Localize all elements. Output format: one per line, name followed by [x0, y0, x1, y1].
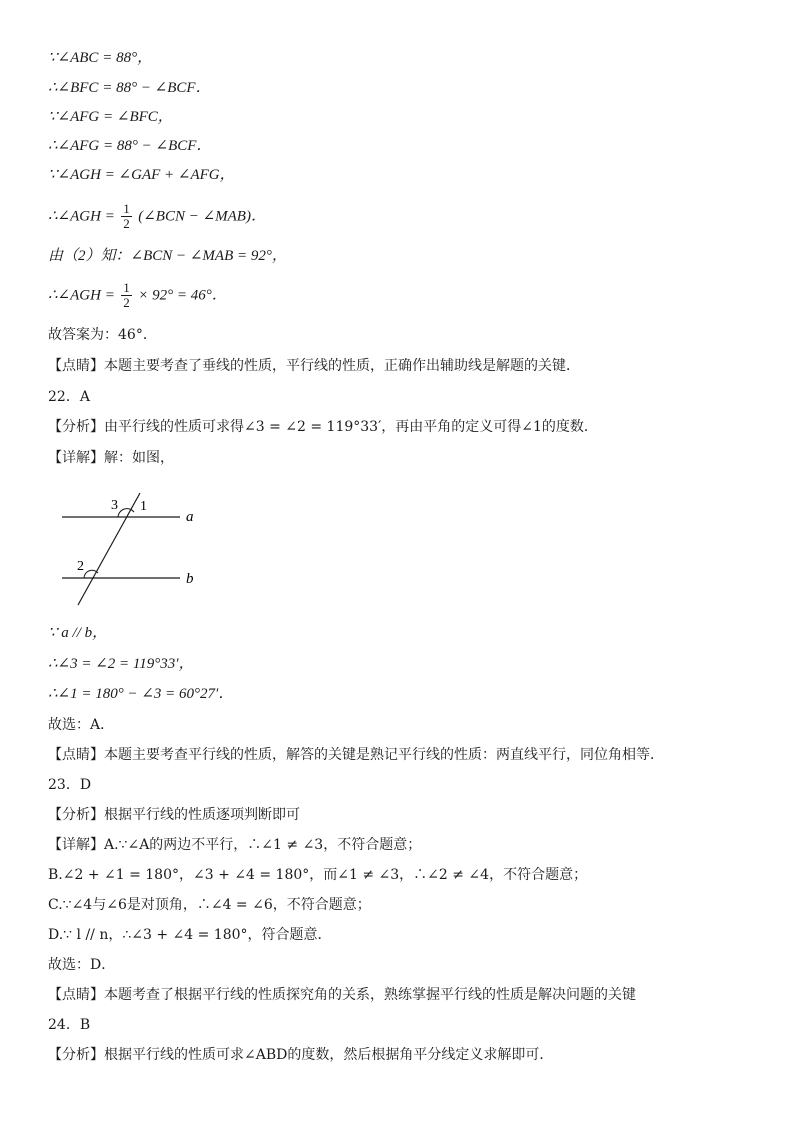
question-number: 24．B — [48, 1017, 91, 1033]
line-label-a: a — [186, 509, 194, 525]
analysis-line: 【分析】根据平行线的性质可求∠ABD的度数，然后根据角平分线定义求解即可． — [48, 1047, 554, 1063]
answer-line: 故答案为：46°． — [48, 327, 157, 343]
angle-arc-3 — [118, 509, 134, 517]
step-line: ∵∠AFG = ∠BFC， — [48, 109, 173, 125]
comment-line: 【点睛】本题考查了根据平行线的性质探究角的关系，熟练掌握平行线的性质是解决问题的关键 — [48, 987, 636, 1003]
angle-label-1: 1 — [140, 499, 147, 514]
comment-line: 【点睛】本题主要考查了垂线的性质，平行线的性质，正确作出辅助线是解题的关键． — [48, 358, 580, 374]
question-number: 23．D — [48, 777, 92, 793]
line-label-b: b — [186, 571, 194, 587]
detail-line: 【详解】解：如图， — [48, 450, 174, 466]
fraction: $\frac{1}{2}$ — [123, 280, 130, 310]
answer-line: 故选：D． — [48, 957, 116, 973]
comment-line: 【点睛】本题主要考查平行线的性质，解答的关键是熟记平行线的性质：两直线平行，同位角相等． — [48, 747, 664, 763]
step-line: ∴∠3 = ∠2 = 119°33′， — [48, 656, 194, 672]
parallel-lines-figure — [55, 485, 205, 610]
question-number: 22．A — [48, 389, 90, 405]
step-line-fraction: ∴∠AGH = $\frac{1}{2}$ × 92° = 46°． — [48, 280, 227, 310]
angle-label-2: 2 — [77, 559, 84, 574]
step-line: ∴∠AFG = 88° − ∠BCF． — [48, 138, 212, 154]
step-line: ∵∠AGH = ∠GAF + ∠AFG， — [48, 167, 235, 183]
option-line: C.∵∠4与∠6是对顶角，∴∠4 = ∠6，不符合题意； — [48, 897, 371, 913]
option-line: D.∵ l // n，∴∠3 + ∠4 = 180°，符合题意． — [48, 927, 332, 943]
step-line: ∴∠BFC = 88° − ∠BCF． — [48, 80, 211, 96]
analysis-line: 【分析】根据平行线的性质逐项判断即可 — [48, 807, 300, 823]
detail-line: 【详解】A.∵∠A的两边不平行，∴∠1 ≠ ∠3，不符合题意； — [48, 837, 422, 853]
step-line: 由（2）知：∠BCN − ∠MAB = 92°， — [48, 248, 287, 264]
step-line: ∴∠1 = 180° − ∠3 = 60°27′． — [48, 686, 234, 702]
fraction: $\frac{1}{2}$ — [123, 201, 130, 231]
answer-line: 故选：A． — [48, 717, 115, 733]
angle-arc-2 — [84, 570, 98, 578]
analysis-line: 【分析】由平行线的性质可求得∠3 = ∠2 = 119°33′，再由平角的定义可得∠1的度数． — [48, 419, 598, 435]
step-line-fraction: ∴∠AGH = $\frac{1}{2}$ (∠BCN − ∠MAB)． — [48, 201, 266, 231]
step-line: ∵∠ABC = 88°， — [48, 50, 153, 66]
step-line: ∵ a // b， — [48, 625, 108, 641]
angle-label-3: 3 — [111, 498, 118, 513]
option-line: B.∠2 + ∠1 = 180°，∠3 + ∠4 = 180°，而∠1 ≠ ∠3，∴∠2 ≠ ∠4，不符合题意； — [48, 867, 588, 883]
